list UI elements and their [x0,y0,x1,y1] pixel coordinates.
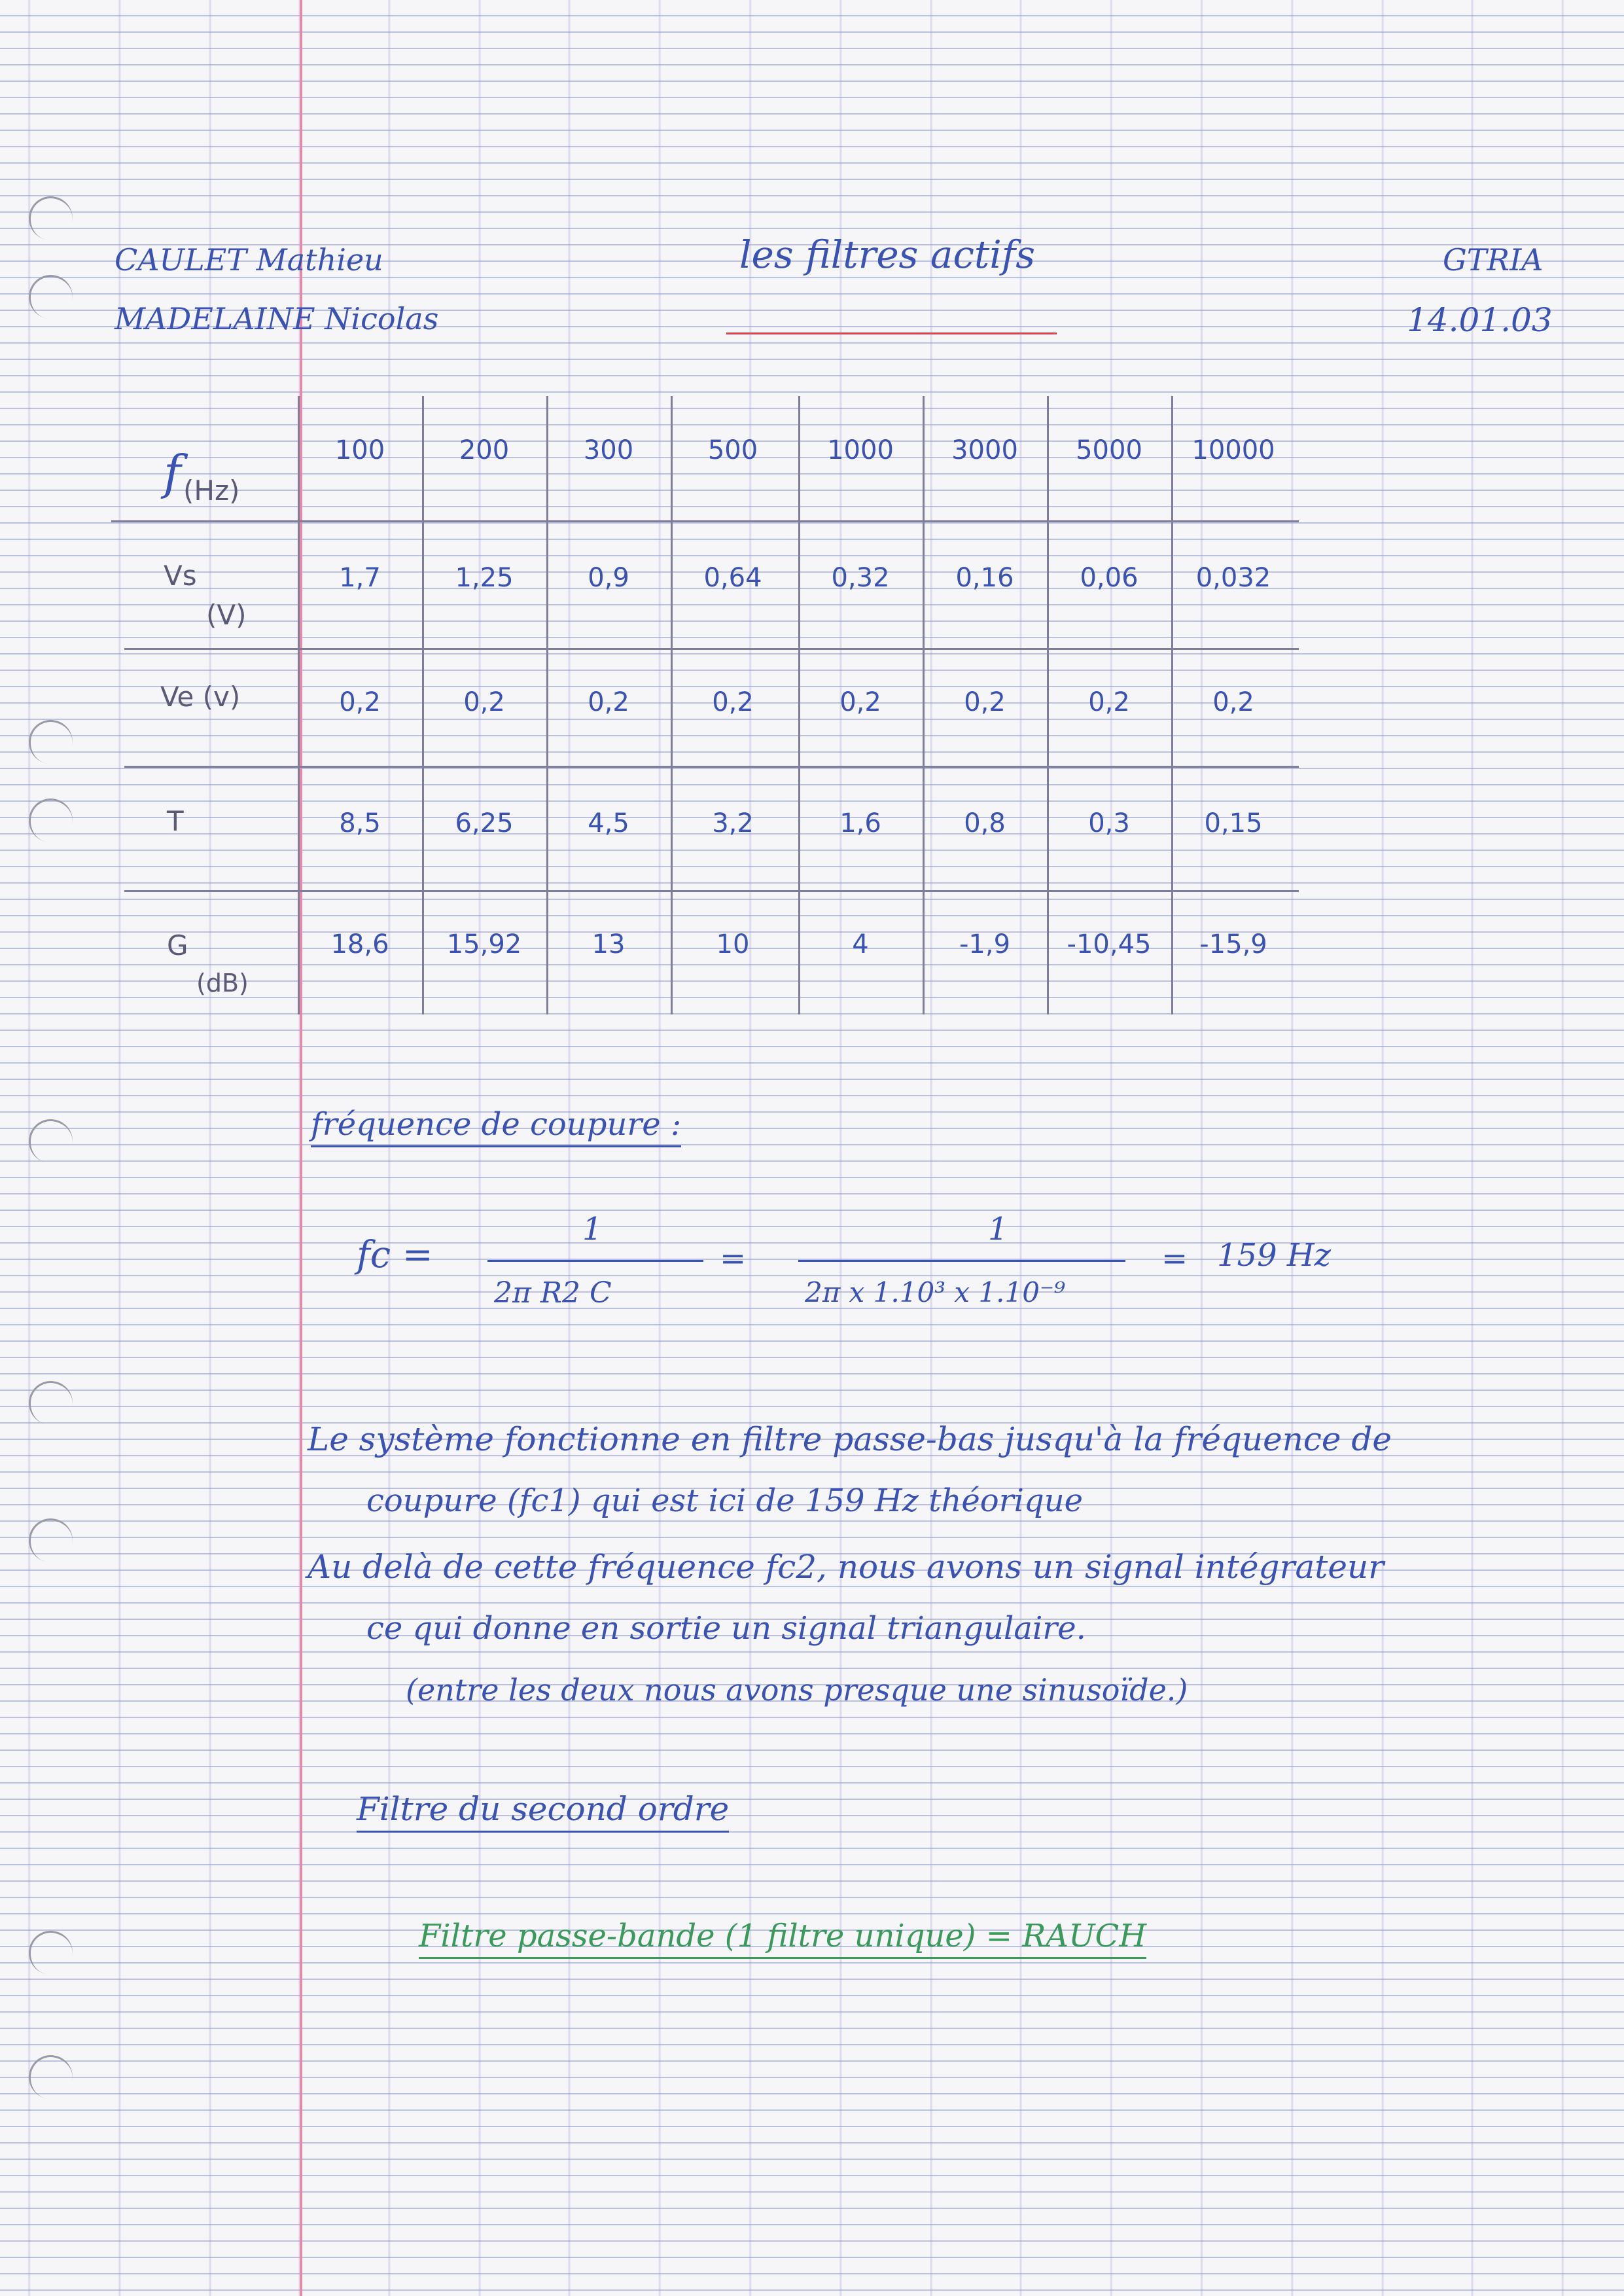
column-header: 500 [707,435,758,465]
paragraph-line: Au delà de cette fréquence fc2, nous avons un signal intégrateur [308,1548,1385,1586]
table-cell: -10,45 [1067,929,1152,960]
formula-result: 159 Hz [1217,1237,1332,1274]
table-cell: 0,32 [831,563,890,593]
table-cell: 6,25 [455,808,514,838]
class-name: GTRIA [1443,242,1544,278]
title-underline [726,332,1057,334]
table-cell: 0,032 [1195,563,1271,593]
table-cell: 0,16 [955,563,1014,593]
table-hline [124,890,1299,892]
table-cell: 3,2 [712,808,754,838]
table-cell: 0,2 [1088,687,1130,717]
paragraph-line: (entre les deux nous avons presque une sinusoïde.) [406,1672,1188,1708]
table-vline [671,396,673,1014]
column-header: 1000 [827,435,894,465]
table-cell: 4,5 [588,808,629,838]
table-cell: 0,2 [588,687,629,717]
table-hline [111,520,1299,522]
row-unit: (dB) [196,969,249,997]
column-header: 5000 [1076,435,1142,465]
formula-denominator-2: 2π x 1.10³ x 1.10⁻⁹ [805,1276,1065,1308]
table-vline [1047,396,1049,1014]
fraction-bar [798,1260,1125,1262]
table-header-label: f [164,445,181,500]
column-header: 100 [334,435,385,465]
page-title: les filtres actifs [739,232,1036,277]
formula-denominator-1: 2π R2 C [494,1276,612,1310]
table-cell: 1,6 [839,808,881,838]
table-cell: 1,7 [339,563,381,593]
row-label: Ve (v) [160,681,241,713]
table-cell: 0,2 [712,687,754,717]
margin-line [300,0,302,2296]
table-cell: -1,9 [959,929,1011,960]
table-cell: 0,2 [339,687,381,717]
table-vline [798,396,800,1014]
table-vline [298,396,300,1014]
table-cell: 13 [591,929,626,960]
column-header: 300 [583,435,634,465]
table-cell: 0,2 [463,687,505,717]
table-cell: 8,5 [339,808,381,838]
paragraph-line: Le système fonctionne en filtre passe-bas jusqu'à la fréquence de [308,1420,1392,1458]
formula-numerator-1: 1 [582,1211,603,1247]
fraction-bar [487,1260,703,1262]
formula-equals-2: = [1161,1240,1188,1277]
row-unit: (V) [206,599,247,631]
table-vline [546,396,548,1014]
table-cell: 0,06 [1080,563,1139,593]
cutoff-heading: fréquence de coupure : [311,1106,681,1147]
table-cell: 0,2 [964,687,1006,717]
row-label: G [167,929,188,961]
table-vline [923,396,925,1014]
column-header: 200 [459,435,510,465]
table-cell: 4 [852,929,869,960]
table-cell: 0,3 [1088,808,1130,838]
table-cell: 0,64 [703,563,762,593]
table-hline [124,766,1299,768]
table-cell: 0,2 [839,687,881,717]
table-vline [422,396,424,1014]
table-cell: -15,9 [1199,929,1267,960]
column-header: 10000 [1192,435,1275,465]
table-hline [124,648,1299,650]
table-cell: 0,2 [1212,687,1254,717]
row-label: T [167,805,184,837]
document-date: 14.01.03 [1407,301,1553,339]
table-cell: 0,8 [964,808,1006,838]
student-name-1: CAULET Mathieu [115,242,383,278]
table-cell: 18,6 [330,929,389,960]
table-cell: 10 [716,929,750,960]
formula-equals-1: = [720,1240,747,1277]
paragraph-line: coupure (fc1) qui est ici de 159 Hz théorique [366,1482,1084,1519]
table-cell: 15,92 [446,929,522,960]
table-cell: 1,25 [455,563,514,593]
table-header-unit: (Hz) [183,475,240,507]
column-header: 3000 [951,435,1018,465]
table-vline [1171,396,1173,1014]
formula-numerator-2: 1 [988,1211,1008,1247]
section-subheading: Filtre passe-bande (1 filtre unique) = RAUCH [419,1918,1146,1959]
formula-lhs: fc = [357,1234,433,1276]
row-label: Vs [164,560,197,592]
paragraph-line: ce qui donne en sortie un signal triangulaire. [366,1610,1086,1647]
table-cell: 0,15 [1204,808,1263,838]
section-heading: Filtre du second ordre [357,1790,729,1833]
student-name-2: MADELAINE Nicolas [115,301,439,336]
table-cell: 0,9 [588,563,629,593]
